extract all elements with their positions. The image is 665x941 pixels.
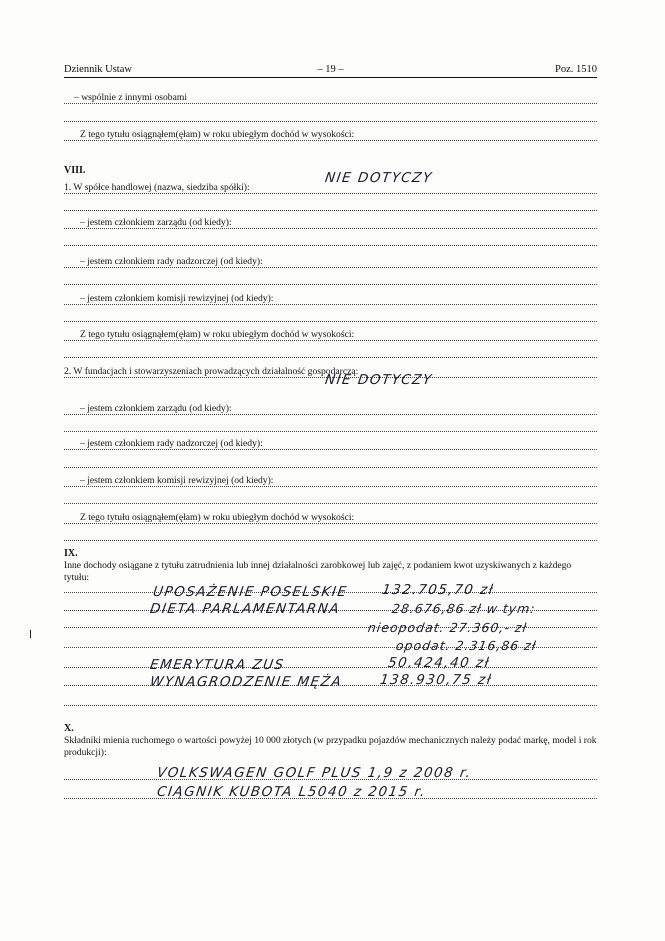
journal-title: Dziennik Ustaw	[64, 64, 132, 75]
answer-line	[64, 666, 597, 668]
answer-line	[64, 704, 597, 706]
section-heading-viii: VIII.	[64, 165, 88, 176]
answer-line	[64, 283, 597, 285]
handwritten-nie-dotyczy: NIE DOTYCZY	[323, 372, 434, 388]
section-heading-ix: IX.	[64, 548, 81, 559]
field-label-zarzad: – jestem członkiem zarządu (od kiedy):	[80, 403, 235, 414]
handwritten-vehicle: CIĄGNIK KUBOTA L5040 z 2015 r.	[155, 784, 428, 800]
position-number: Poz. 1510	[555, 64, 597, 75]
section-ix-description: Inne dochody osiągane z tytułu zatrudnienia lub innej działalności zarobkowej lub zajęć, z podaniem kwot uzyskiwanych z każdego tytułu:	[64, 560, 572, 583]
field-label-rada: – jestem członkiem rady nadzorczej (od kiedy):	[80, 438, 266, 449]
handwritten-income-note: nieopodat. 27.360,- zł	[366, 620, 529, 635]
field-label-rada: – jestem członkiem rady nadzorczej (od kiedy):	[80, 256, 266, 267]
field-label-wspolnie: – wspólnie z innymi osobami	[74, 92, 190, 103]
field-label-spolka: 1. W spółce handlowej (nazwa, siedziba spółki):	[64, 182, 253, 193]
handwritten-nie-dotyczy: NIE DOTYCZY	[323, 170, 434, 186]
field-label-dochod: Z tego tytułu osiągnąłem(ęłam) w roku ubiegłym dochód w wysokości:	[80, 512, 357, 523]
handwritten-income-title: EMERYTURA ZUS	[148, 657, 286, 673]
handwritten-income-title: WYNAGRODZENIE MĘŻA	[148, 674, 344, 690]
answer-line	[64, 120, 597, 122]
section-x-description: Składniki mienia ruchomego o wartości powyżej 10 000 złotych (w przypadku pojazdów mechanicznych należy podać markę, model i rok produkcji):	[64, 735, 597, 758]
answer-line	[64, 430, 597, 432]
page-number: – 19 –	[317, 64, 344, 75]
answer-line	[64, 244, 597, 246]
answer-line	[64, 209, 597, 211]
field-label-dochod: Z tego tytułu osiągnąłem(ęłam) w roku ubiegłym dochód w wysokości:	[80, 129, 357, 140]
answer-line	[64, 502, 597, 504]
answer-line	[64, 320, 597, 322]
field-label-komisja: – jestem członkiem komisji rewizyjnej (od kiedy):	[80, 475, 276, 486]
answer-line	[64, 539, 597, 541]
field-label-zarzad: – jestem członkiem zarządu (od kiedy):	[80, 217, 235, 228]
handwritten-income-amount: 28.676,86 zł w tym:	[390, 601, 537, 616]
field-label-fundacje: 2. W fundacjach i stowarzyszeniach prowadzących działalność gospodarczą:	[64, 366, 361, 377]
handwritten-vehicle: VOLKSWAGEN GOLF PLUS 1,9 z 2008 r.	[155, 765, 473, 781]
section-heading-x: X.	[64, 723, 77, 734]
page-header	[64, 60, 597, 78]
handwritten-income-note: opodat. 2.316,86 zł	[394, 638, 538, 653]
answer-line	[64, 466, 597, 468]
answer-line	[64, 356, 597, 358]
handwritten-income-title: UPOSAŻENIE POSELSKIE	[151, 584, 349, 600]
handwritten-income-amount: 132.705,70 zł	[380, 582, 496, 598]
field-label-komisja: – jestem członkiem komisji rewizyjnej (od kiedy):	[80, 293, 276, 304]
handwritten-income-amount: 50.424,40 zł	[386, 655, 492, 671]
field-label-dochod: Z tego tytułu osiągnąłem(ęłam) w roku ubiegłym dochód w wysokości:	[80, 329, 357, 340]
handwritten-income-title: DIETA PARLAMENTARNA	[148, 601, 342, 617]
handwritten-income-amount: 138.930,75 zł	[378, 672, 494, 688]
scan-mark	[30, 630, 31, 638]
